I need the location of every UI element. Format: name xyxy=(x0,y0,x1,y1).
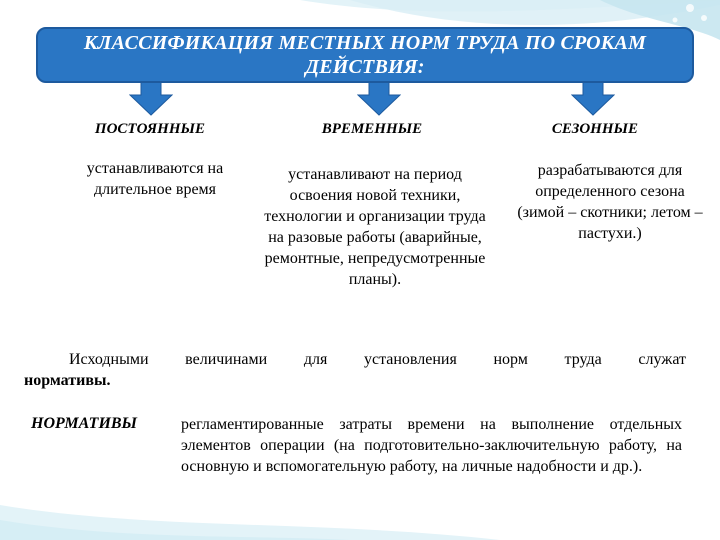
header-seasonal: СЕЗОННЫЕ xyxy=(551,121,639,137)
seasonal-description: разрабатываются для определенного сезона (зимой – скотники; летом – пастухи.) xyxy=(517,162,703,242)
normatives-label: НОРМАТИВЫ xyxy=(31,415,138,432)
header-permanent: ПОСТОЯННЫЕ xyxy=(94,121,206,137)
permanent-description: устанавливаются на длительное время xyxy=(86,160,224,198)
normatives-definition: регламентированные затраты времени на выполнение отдельных элементов операции (на подготовительно-заключительную работу, на основную и вспомогательную работу, на личные надобности и др.). xyxy=(181,416,682,475)
arrow-down-icon xyxy=(571,80,615,116)
title-text: КЛАССИФИКАЦИЯ МЕСТНЫХ НОРМ ТРУДА ПО СРОКАМ ДЕЙСТВИЯ: xyxy=(83,32,647,78)
temporary-description: устанавливают на период освоения новой техники, технологии и организации труда на разовые работы (аварийные, ремонтные, непредусмотренные планы). xyxy=(264,166,486,288)
header-temporary: ВРЕМЕННЫЕ xyxy=(321,121,423,137)
arrow-down-icon xyxy=(129,80,173,116)
title-banner xyxy=(36,27,694,83)
source-values-paragraph xyxy=(24,349,686,391)
arrow-down-icon xyxy=(357,80,401,116)
paragraph-line: Исходными величинами для установления норм труда служат xyxy=(69,351,686,368)
paragraph-bold-term: нормативы. xyxy=(24,372,111,389)
